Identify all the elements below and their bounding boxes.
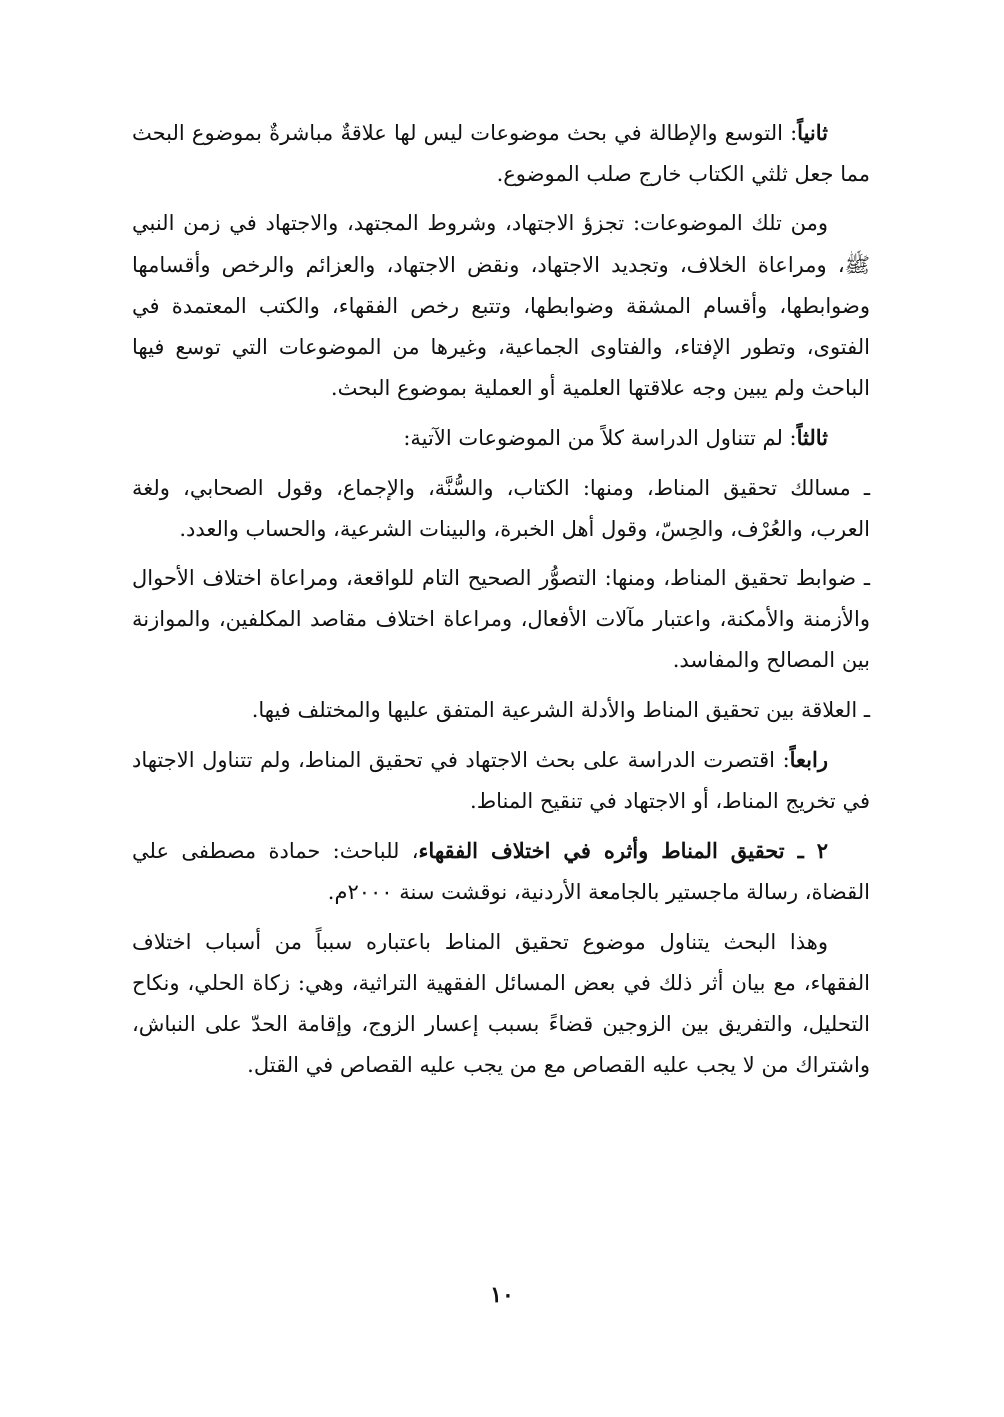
page-body bbox=[132, 112, 870, 1094]
paragraph-text: : لم تتناول الدراسة كلاً من الموضوعات الآتية: bbox=[403, 426, 797, 451]
paragraph-thalithan bbox=[132, 417, 870, 459]
bullet-masalik bbox=[132, 468, 870, 550]
paragraph-text: : التوسع والإطالة في بحث موضوعات ليس لها علاقةٌ مباشرةٌ بموضوع البحث مما جعل ثلثي الكتاب خارج صلب الموضوع. bbox=[132, 121, 870, 187]
page-number: ١٠ bbox=[490, 1282, 514, 1308]
paragraph-lead: ثالثاً bbox=[796, 425, 828, 451]
paragraph-text: ، للباحث: حمادة مصطفى علي القضاة، رسالة ماجستير بالجامعة الأردنية، نوقشت سنة ٢٠٠٠م. bbox=[132, 839, 870, 905]
paragraph-rabian bbox=[132, 739, 870, 822]
paragraph-text: : اقتصرت الدراسة على بحث الاجتهاد في تحقيق المناط، ولم تتناول الاجتهاد في تخريج المناط، أو الاجتهاد في تنقيح المناط. bbox=[132, 747, 870, 814]
paragraph-lead: ثانياً bbox=[797, 120, 828, 145]
paragraph-text: ومن تلك الموضوعات: تجزؤ الاجتهاد، وشروط المجتهد، والاجتهاد في زمن النبي ﷺ، ومراعاة الخلاف، وتجديد الاجتهاد، ونقض الاجتهاد، والعزائم والرخص وأقسامها وضوابطها، وأقسام المشقة وضوابطها، وتتبع رخص الفقهاء، والكتب المعتمدة في الفتوى، وتطور الإفتاء، والفتاوى الجماعية، وغيرها من الموضوعات التي توسع فيها الباحث ولم يبين وجه علاقتها العلمية أو العملية بموضوع البحث. bbox=[132, 211, 870, 401]
paragraph-lead: رابعاً bbox=[789, 746, 828, 772]
study-title: ٢ ـ تحقيق المناط وأثره في اختلاف الفقهاء bbox=[418, 838, 828, 864]
paragraph-thaniyan bbox=[132, 112, 870, 195]
bullet-alaqa bbox=[132, 690, 870, 731]
bullet-dawabit bbox=[132, 558, 870, 682]
paragraph-topics bbox=[132, 203, 870, 409]
paragraph-text: وهذا البحث يتناول موضوع تحقيق المناط باعتباره سبباً من أسباب اختلاف الفقهاء، مع بيان أثر ذلك في بعض المسائل الفقهية التراثية، وهي: زكاة الحلي، ونكاح التحليل، والتفريق بين الزوجين قضاءً بسبب إعسار الزوج، وإقامة الحدّ على النباش، واشتراك من لا يجب عليه القصاص مع من يجب عليه القصاص في القتل. bbox=[132, 929, 870, 1078]
bullet-text: ـ العلاقة بين تحقيق المناط والأدلة الشرعية المتفق عليها والمختلف فيها. bbox=[251, 697, 870, 722]
bullet-text: ـ ضوابط تحقيق المناط، ومنها: التصوُّر الصحيح التام للواقعة، ومراعاة اختلاف الأحوال والأزمنة والأمكنة، واعتبار مآلات الأفعال، ومراعاة اختلاف مقاصد المكلفين، والموازنة بين المصالح والمفاسد. bbox=[132, 566, 870, 673]
paragraph-study-2-summary bbox=[132, 922, 870, 1087]
bullet-text: ـ مسالك تحقيق المناط، ومنها: الكتاب، والسُّنَّة، والإجماع، وقول الصحابي، ولغة العرب، والعُرْف، والحِسّ، وقول أهل الخبرة، والبينات الشرعية، والحساب والعدد. bbox=[132, 475, 870, 541]
paragraph-study-2 bbox=[132, 830, 870, 913]
